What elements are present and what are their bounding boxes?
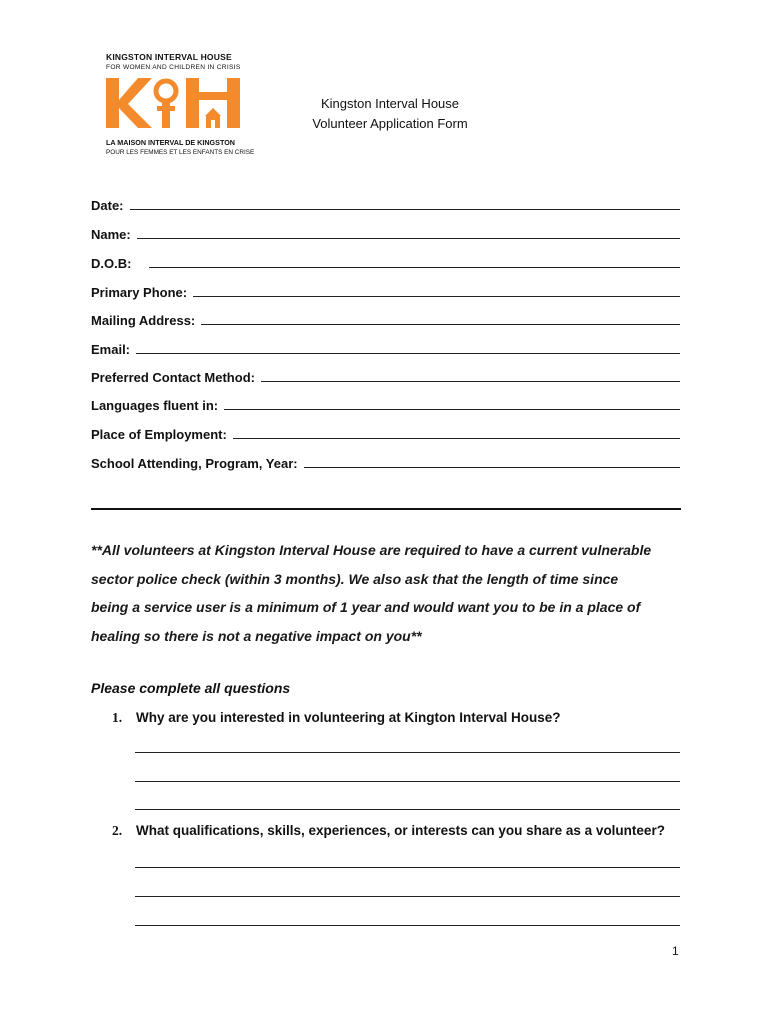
primary-phone-label: Primary Phone: xyxy=(91,285,188,300)
email-label: Email: xyxy=(91,342,131,357)
question-1 xyxy=(112,710,561,726)
primary-phone-field[interactable] xyxy=(91,280,680,300)
question-number: 1. xyxy=(112,710,123,725)
instructions: Please complete all questions xyxy=(91,680,291,696)
answer-line[interactable] xyxy=(135,809,680,810)
notice-line: sector police check (within 3 months). We also ask that the length of time since xyxy=(91,570,619,587)
school-label: School Attending, Program, Year: xyxy=(91,456,298,471)
email-field[interactable] xyxy=(91,337,680,357)
logo-name-english: KINGSTON INTERVAL HOUSE xyxy=(106,52,232,62)
dob-field[interactable] xyxy=(91,251,680,271)
employment-field[interactable] xyxy=(91,422,680,442)
mailing-address-label: Mailing Address: xyxy=(91,313,196,328)
preferred-contact-input-line[interactable] xyxy=(261,381,680,382)
kih-logo-mark xyxy=(106,78,246,134)
name-field[interactable] xyxy=(91,222,680,242)
mailing-address-field[interactable] xyxy=(91,308,680,328)
police-check-notice xyxy=(91,536,691,650)
preferred-contact-field[interactable] xyxy=(91,365,680,385)
languages-label: Languages fluent in: xyxy=(91,398,219,413)
answer-line[interactable] xyxy=(135,752,680,753)
form-title: Volunteer Application Form xyxy=(312,116,468,131)
primary-phone-input-line[interactable] xyxy=(193,296,680,297)
date-field[interactable] xyxy=(91,193,680,213)
form-header xyxy=(290,94,490,134)
name-label: Name: xyxy=(91,227,131,242)
employment-label: Place of Employment: xyxy=(91,427,227,442)
name-input-line[interactable] xyxy=(137,238,680,239)
notice-line: being a service user is a minimum of 1 year and would want you to be in a place of xyxy=(91,599,641,615)
answer-line[interactable] xyxy=(135,781,680,782)
preferred-contact-label: Preferred Contact Method: xyxy=(91,370,255,385)
logo-name-french: LA MAISON INTERVAL DE KINGSTON xyxy=(106,138,235,147)
date-input-line[interactable] xyxy=(130,209,680,210)
answer-line[interactable] xyxy=(135,867,680,868)
school-field[interactable] xyxy=(91,451,680,471)
notice-line: healing so there is not a negative impact on you** xyxy=(91,627,422,644)
notice-line: **All volunteers at Kingston Interval House are required to have a current vulnerable xyxy=(91,542,652,558)
answer-line[interactable] xyxy=(135,925,680,926)
section-divider xyxy=(91,508,681,510)
dob-label: D.O.B: xyxy=(91,256,132,271)
email-input-line[interactable] xyxy=(136,353,680,354)
dob-input-line[interactable] xyxy=(149,267,680,268)
question-text: What qualifications, skills, experiences, or interests can you share as a volunteer? xyxy=(136,823,665,838)
logo-tagline-french: POUR LES FEMMES ET LES ENFANTS EN CRISE xyxy=(106,149,255,156)
question-number: 2. xyxy=(112,823,123,838)
school-input-line[interactable] xyxy=(304,467,680,468)
employment-input-line[interactable] xyxy=(233,438,680,439)
mailing-address-input-line[interactable] xyxy=(201,324,680,325)
logo-tagline-english: FOR WOMEN AND CHILDREN IN CRISIS xyxy=(106,64,241,71)
answer-line[interactable] xyxy=(135,896,680,897)
question-2 xyxy=(112,823,665,839)
page-number: 1 xyxy=(672,944,679,958)
languages-field[interactable] xyxy=(91,393,680,413)
date-label: Date: xyxy=(91,198,124,213)
organization-title: Kingston Interval House xyxy=(320,96,460,111)
organization-logo xyxy=(104,50,255,162)
languages-input-line[interactable] xyxy=(224,409,680,410)
question-text: Why are you interested in volunteering at Kington Interval House? xyxy=(136,710,561,725)
